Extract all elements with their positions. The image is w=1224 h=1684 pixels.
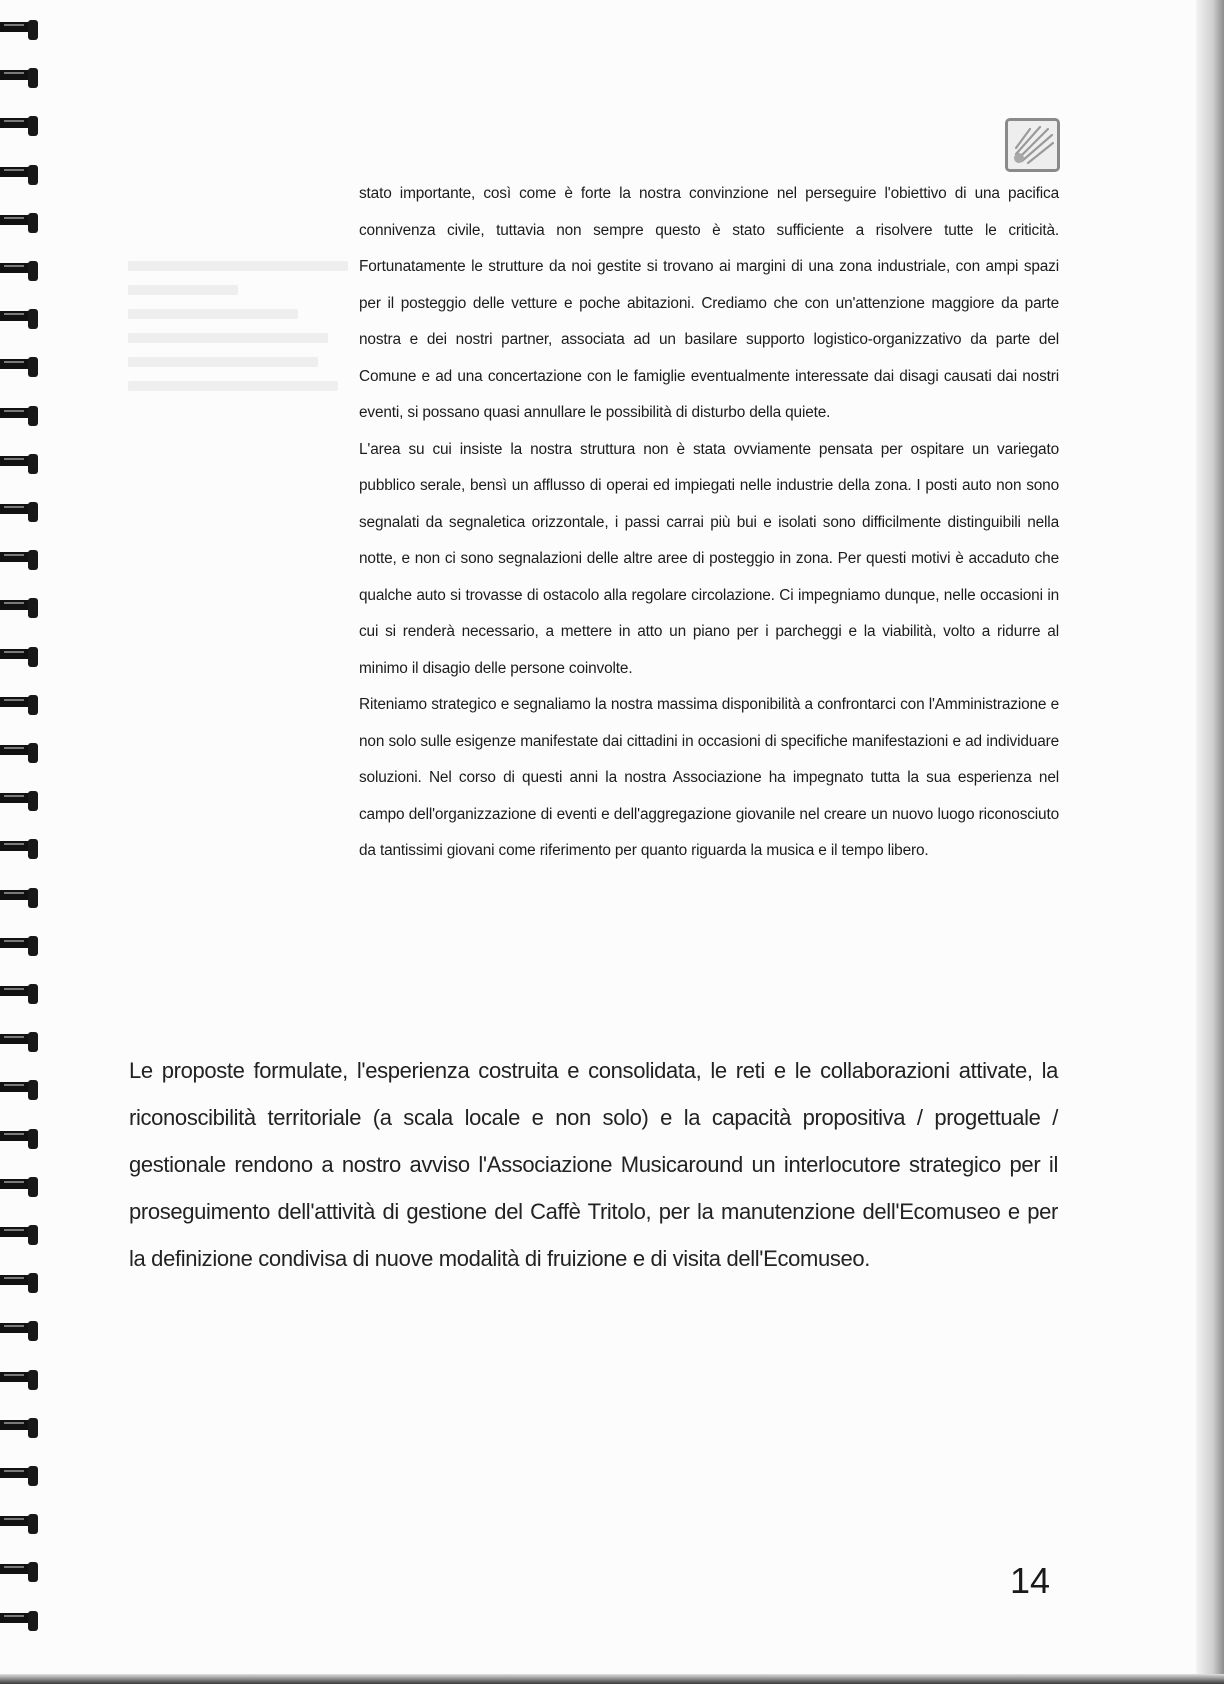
binding-ring bbox=[0, 1609, 40, 1633]
bleed-through-ghost bbox=[128, 195, 368, 405]
binding-ring bbox=[0, 693, 40, 717]
summary-paragraph: Le proposte formulate, l'esperienza costruita e consolidata, le reti e le collaborazioni attivate, la riconoscibilità territoriale (a scala locale e non solo) e la capacità propositiva / progettuale / gestionale rendono a nostro avviso l'Associazione Musicaround un interlocutore strategico per il proseguimento dell'attività di gestione del Caffè Tritolo, per la manutenzione dell'Ecomuseo e per la definizione condivisa di nuove modalità di fruizione e di visita dell'Ecomuseo. bbox=[129, 1058, 1058, 1271]
binding-ring bbox=[0, 18, 40, 42]
binding-ring bbox=[0, 645, 40, 669]
binding-ring bbox=[0, 837, 40, 861]
binding-ring bbox=[0, 1175, 40, 1199]
summary-section bbox=[129, 1047, 1058, 1282]
binding-ring bbox=[0, 1416, 40, 1440]
binding-ring bbox=[0, 1271, 40, 1295]
binding-ring bbox=[0, 1223, 40, 1247]
body-paragraph: Riteniamo strategico e segnaliamo la nostra massima disponibilità a confrontarci con l'Amministrazione e non solo sulle esigenze manifestate dai cittadini in occasioni di specifiche manifestazioni e ad individuare soluzioni. Nel corso di questi anni la nostra Associazione ha impegnato tutta la sua esperienza nel campo dell'organizzazione di eventi e dell'aggregazione giovanile nel creare un nuovo luogo riconosciuto da tantissimi giovani come riferimento per quanto riguarda la musica e il tempo libero. bbox=[359, 696, 1059, 859]
binding-ring bbox=[0, 259, 40, 283]
binding-ring bbox=[0, 114, 40, 138]
binding-ring bbox=[0, 741, 40, 765]
binding-ring bbox=[0, 789, 40, 813]
binding-ring bbox=[0, 1512, 40, 1536]
binding-ring bbox=[0, 307, 40, 331]
binding-ring bbox=[0, 982, 40, 1006]
binding-ring bbox=[0, 66, 40, 90]
binding-ring bbox=[0, 1464, 40, 1488]
binding-ring bbox=[0, 452, 40, 476]
body-paragraph: L'area su cui insiste la nostra struttura non è stata ovviamente pensata per ospitare un variegato pubblico serale, bensì un afflusso di operai ed impiegati nelle industrie della zona. I posti auto non sono segnalati da segnaletica orizzontale, i passi carrai più bui e isolati sono difficilmente distinguibili nella notte, e non ci sono segnalazioni delle altre aree di posteggio in zona. Per questi motivi è accaduto che qualche auto si trovasse di ostacolo alla regolare circolazione. Ci impegniamo dunque, nelle occasioni in cui si renderà necessario, a mettere in atto un piano per i parcheggi e la viabilità, volto a ridurre al minimo il disagio delle persone coinvolte. bbox=[359, 440, 1059, 677]
page-number: 14 bbox=[1010, 1560, 1051, 1601]
binding-ring bbox=[0, 596, 40, 620]
binding-ring bbox=[0, 404, 40, 428]
binding-ring bbox=[0, 886, 40, 910]
binding-ring bbox=[0, 1560, 40, 1584]
binding-ring bbox=[0, 1127, 40, 1151]
binding-ring bbox=[0, 1368, 40, 1392]
binding-ring bbox=[0, 548, 40, 572]
binding-ring bbox=[0, 1319, 40, 1343]
binding-ring bbox=[0, 1030, 40, 1054]
binding-ring bbox=[0, 1078, 40, 1102]
page-bottom-shadow bbox=[0, 1674, 1224, 1684]
spiral-binding bbox=[0, 18, 46, 1658]
binding-ring bbox=[0, 211, 40, 235]
binding-ring bbox=[0, 163, 40, 187]
page-edge-shadow bbox=[1196, 0, 1224, 1684]
binding-ring bbox=[0, 500, 40, 524]
binding-ring bbox=[0, 355, 40, 379]
body-paragraph: stato importante, così come è forte la nostra convinzione nel perseguire l'obiettivo di una pacifica connivenza civile, tuttavia non sempre questo è stato sufficiente a risolvere tutte le criticità. Fortunatamente le strutture da noi gestite si trovano ai margini di una zona industriale, con ampi spazi per il posteggio delle vetture e poche abitazioni. Crediamo che con un'attenzione maggiore da parte nostra e dei nostri partner, associata ad un basilare supporto logistico-organizzativo da parte del Comune e ad una concertazione con le famiglie eventualmente interessate dai disagi causati dai nostri eventi, si possano quasi annullare le possibilità di disturbo della quiete. bbox=[359, 185, 1059, 421]
body-text-column bbox=[359, 176, 1059, 870]
binding-ring bbox=[0, 934, 40, 958]
association-logo-icon bbox=[1005, 118, 1060, 172]
